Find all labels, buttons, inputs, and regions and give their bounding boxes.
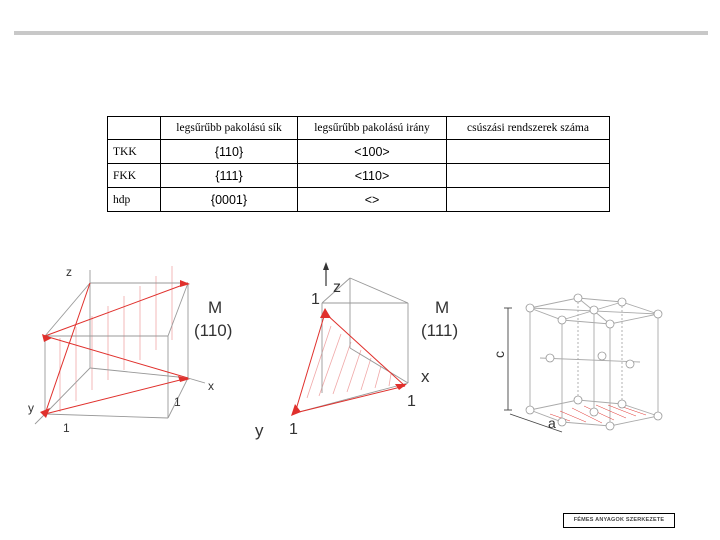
y-axis-label: y bbox=[255, 421, 264, 440]
c-label: c bbox=[491, 351, 507, 358]
table-row bbox=[108, 188, 610, 212]
table-row bbox=[108, 140, 610, 164]
bcc-110-diagram bbox=[20, 258, 280, 443]
header-direction: legsűrűbb pakolású irány bbox=[298, 117, 447, 140]
y-axis-label: y bbox=[28, 401, 34, 415]
plane-hatch bbox=[60, 266, 172, 412]
fcc-111-diagram bbox=[245, 258, 495, 443]
z-unit-label: 1 bbox=[311, 291, 320, 308]
m-label: M bbox=[435, 298, 450, 317]
header-plane: legsűrűbb pakolású sík bbox=[161, 117, 298, 140]
row-count bbox=[447, 188, 610, 212]
row-label: FKK bbox=[108, 164, 161, 188]
x-unit-label: 1 bbox=[407, 393, 416, 410]
hcp-cell-diagram bbox=[490, 290, 690, 440]
row-plane: {0001} bbox=[161, 188, 298, 212]
z-axis-label: z bbox=[333, 279, 341, 296]
plane-label: (111) bbox=[421, 321, 459, 340]
table-row bbox=[108, 164, 610, 188]
row-direction: <> bbox=[298, 188, 447, 212]
z-arrowhead-icon bbox=[323, 262, 329, 270]
row-plane: {111} bbox=[161, 164, 298, 188]
row-label: hdp bbox=[108, 188, 161, 212]
slip-systems-table bbox=[107, 116, 610, 212]
a-label: a bbox=[548, 415, 556, 431]
footer-title: FÉMES ANYAGOK SZERKEZETE bbox=[563, 513, 675, 528]
row-plane: {110} bbox=[161, 140, 298, 164]
header-slip-count: csúszási rendszerek száma bbox=[447, 117, 610, 140]
y-unit-label: 1 bbox=[289, 421, 298, 438]
x-unit-label: 1 bbox=[174, 395, 181, 409]
plane-outline bbox=[45, 283, 188, 414]
z-axis-label: z bbox=[66, 265, 72, 279]
row-direction: <100> bbox=[298, 140, 447, 164]
header-cell-empty bbox=[108, 117, 161, 140]
row-count bbox=[447, 140, 610, 164]
y-unit-label: 1 bbox=[63, 421, 70, 435]
m-label: M bbox=[208, 298, 223, 317]
top-rule bbox=[14, 31, 708, 35]
row-label: TKK bbox=[108, 140, 161, 164]
row-direction: <110> bbox=[298, 164, 447, 188]
x-axis-label: x bbox=[421, 367, 430, 386]
table-header-row bbox=[108, 117, 610, 140]
lattice-markers bbox=[40, 280, 190, 418]
x-axis-label: x bbox=[208, 379, 214, 393]
row-count bbox=[447, 164, 610, 188]
plane-label: (110) bbox=[194, 321, 233, 340]
